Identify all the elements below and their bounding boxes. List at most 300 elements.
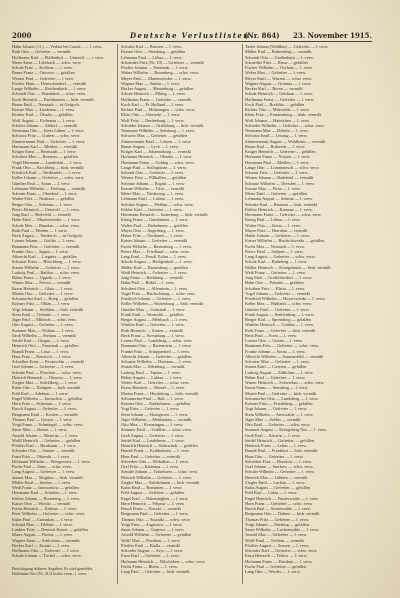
casualty-entry: Zimmermann Emil — Lötzen — l. verw. [121,138,192,144]
casualty-entry: Peter Wilhelm — Gefreiter — schw. verw. [12,511,86,517]
casualty-entry: Klein Otto — Osterode — l. verw. [121,112,181,118]
casualty-entry: Weber Max — Gefreiter — l. verw. [245,70,307,76]
casualty-entry: Schumacher Karl — Brieg — gefallen [12,296,79,301]
casualty-entry: Böhm Franz — Oppeln — l. verw. [12,275,72,280]
casualty-entry: Fuchs Paul — Znin — schw. verw. [12,464,73,469]
casualty-entry: Schmitz Johann — Ragnit — l. verw. [121,180,186,186]
casualty-entry: Möller Heinrich — Königsbrück — bish. vermißt [245,264,331,270]
casualty-entry: Schulz Fritz — Koblenz — l. verw. [12,65,74,70]
casualty-entry: Jäger Paul — Militsch — schw. verw. [12,317,78,322]
casualty-entry: Pfeiffer August — Zossen — l. verw. [245,542,310,548]
casualty-entry: Berger August — Mehlsack — l. verw. [121,317,189,322]
casualty-entry: Schreiber Ernst — Krotoschin — vermißt [12,359,84,364]
casualty-entry: Schwarz Emil — Leisnig — l. verw. [245,133,308,139]
casualty-entry: Engel Heinrich — Finsterwalde — l. verw. [245,495,319,501]
casualty-entry: Schubert Fritz — Elstra — l. verw. [245,285,306,291]
casualty-entry: Haas Paul — Gefreiter — vermißt [121,453,181,459]
casualty-entry: Kaiser Johann — Gefreiter — vermißt [121,238,188,244]
casualty-entry: Roth Paul — Weiden — l. verw. [12,227,68,233]
casualty-entry: Ziegler Max — Schildberg — l. verw. [12,380,78,385]
casualty-entry: Sommer Emil — Schillen — schw. verw. [121,427,193,433]
footnote-line: Berichtigung früherer Angaben: Es wird gemeldet, [12,566,94,571]
casualty-entry: Sommer August — Königsberg Nm. — l. verw. [245,427,327,433]
casualty-entry: Lang Emil — Preuß. Eylau — l. verw. [121,254,188,259]
casualty-entry: Lang August — Gefreiter — schw. verw. [245,254,316,259]
casualty-entry: Winkler Heinrich — Cottbus — l. verw. [245,322,315,328]
casualty-entry: Heinrich Heinrich — Schirwindt — gefallen [121,443,198,448]
casualty-entry: Schulze Karl — Briesen — l. verw. [121,44,183,49]
casualty-entry: Maier August — Flatow — l. verw. [12,532,74,538]
casualty-entry: Krause Otto — Strasburg — gefallen [121,49,186,55]
casualty-entry: Dietrich Max — Lübben — vermißt [245,474,308,480]
casualty-entry: Becker Karl — Borna — vermißt [245,86,303,91]
casualty-entry: Krause Wilhelm — Tilsit — vermißt [121,185,185,191]
casualty-entry: Engel Wilhelm — Jarotschin — gefallen [12,395,83,401]
casualty-entry: Mayer Otto — Angerburg — l. verw. [121,227,185,233]
casualty-entry: Scholz August — Heiligenbeil — l. verw. [121,259,193,265]
casualty-entry: Weiß Franz — Gefreiter — l. verw. [245,269,306,275]
casualty-entry: Keller Johann — Gefreiter — schw. verw. [12,175,85,181]
casualty-entry: Thomas Otto — Suwalki — schw. verw. [121,516,191,522]
column-divider [117,44,118,584]
casualty-entry: Seidel Heinrich — Gefreiter — gefallen [245,437,315,443]
casualty-entry: Werner Fritz — Pillkallen — gefallen [121,175,186,181]
casualty-entry: Graf Johann — Gefreiter — l. verw. [12,364,75,370]
casualty-entry: Hahn Otto — Pulsnitz — gefallen [245,280,304,286]
casualty-entry: Rath Otto — Gefreiter — vermißt [12,49,71,55]
casualty-entry: Kühn Paul — Czarnikau — l. verw. [12,516,74,522]
casualty-entry: Schrader Karl — Gefreiter — schw. verw. [245,548,318,553]
casualty-entry: Hartmann Paul — Meißen — l. verw. [245,159,310,165]
casualty-entry: Dietrich Wilhelm — Gefreiter — l. verw. [121,474,193,480]
casualty-entry: Otto Emil — Gefreiter — schw. verw. [245,422,311,427]
casualty-entry: Brandt Franz — Eydtkuhnen — l. verw. [121,448,190,454]
casualty-entry: Stein Wilhelm — Arnswalde — l. verw. [245,411,314,417]
page-number: 2000 [12,31,32,40]
issue-number: (Nr. 864) [244,31,280,40]
casualty-entry: Neumann Max — Döbeln — l. verw. [245,128,309,133]
casualty-entry: Meier Max — Niederung — l. verw. [121,191,184,196]
casualty-entry: Ernst Heinrich — Teltow — l. verw. [245,553,308,559]
casualty-entry: Scholz Max — Bunzlau — schw. verw. [12,222,80,228]
casualty-entry: Klein Fritz — Frankenberg — bish. vermißt [245,112,321,118]
casualty-entry: Franke Otto — Sagan — l. verw. [12,248,69,254]
casualty-entry: Herrmann Heinrich — Insterburg — bish. vermißt [121,212,208,217]
casualty-entry: Krüger Ernst — Bernstadt — l. verw. [12,149,77,154]
casualty-entry: Schreiber Otto — Wirballen — l. verw. [121,458,189,464]
casualty-entry: Lange Wilhelm — Reichenbach — l. verw. [12,86,87,91]
casualty-entry: Berger Otto — Schönau — l. verw. [12,201,73,207]
casualty-entry: Lang Otto — Werder — l. verw. [245,569,301,574]
casualty-entry: Sommer Max — Wohlau — l. verw. [12,327,75,333]
casualty-entry: Frank August — Senftenberg — l. verw. [245,311,315,317]
casualty-entry: Schrader Otto — Samter — vermißt [12,448,75,454]
casualty-entry: Pohl August — Gefreiter — gefallen [121,490,185,496]
casualty-entry: Lindner Fritz — Deutsch-Krone — gefallen [12,527,88,532]
casualty-entry: Braun Karl — Roßwein — l. verw. [245,143,306,149]
casualty-entry: Frank Emil — Wormditt — gefallen [121,311,184,317]
casualty-entry: Bergmann Paul — Gefreiter — l. verw. [121,511,189,517]
casualty-entry: Ernst Karl — Gefreiter — l. verw. [121,553,180,559]
casualty-entry: Wolff Emil — Trebbin — vermißt [245,537,304,543]
casualty-entry: Schumacher Paul — Ruß — l. verw. [121,395,184,401]
casualty-entry: Mayer Fritz — Herrnhut — vermißt [245,227,308,233]
casualty-entry: Haas Otto — Gefreiter — l. verw. [245,453,304,459]
casualty-entry: Beck Franz — Kreuzburg — l. verw. [121,332,185,338]
casualty-entry: Braun Emil — Neustadt — in Gefgsch. [12,101,80,107]
casualty-entry: Zimmermann Paul — Gefreiter — l. verw. [12,138,86,144]
casualty-entry: Arnold Wilhelm — Gefreiter — gefallen [121,532,192,538]
casualty-entry: Müller Karl — Bobersberg — vermißt [245,49,312,55]
casualty-entry: Lang August — Gefreiter — l. verw. [12,469,76,475]
casualty-entry: Schrader August — Arys — l. verw. [121,548,184,553]
casualty-entry: Meyer Emil — Wurzen — schw. verw. [245,75,312,81]
casualty-entry: Graf Fritz — Kattenau — l. verw. [121,464,180,469]
casualty-entry: Kuhn August — Gefreiter — gefallen [245,485,311,490]
casualty-entry: Schuster Ernst — Hirschberg — l. verw. [12,259,82,265]
casualty-entry: Günther Paul — Sorau — l. verw. [12,180,71,186]
casualty-entry: Berger Karl — Spremberg — gefallen [245,317,311,322]
casualty-entry: Neumann Otto — Kreis Lüben — l. verw. [12,128,85,133]
casualty-entry: Horn Fritz — Schrimm — l. verw. [12,401,72,406]
casualty-entry: Schmitz Wilhelm — Dresden — l. verw. [245,180,315,186]
casualty-entry: Kraus Heinrich — Memel — l. verw. [121,385,186,391]
casualty-entry: Pfeiffer Emil — Bialla — vermißt [121,542,180,548]
casualty-entry: Krüger Heinrich — Gefreiter — gefallen [245,149,316,154]
casualty-entry: Lange Otto — Lommatzsch — schw. verw. [245,164,320,170]
casualty-entry: Winkler Karl — Gefreiter — l. verw. [121,322,185,328]
casualty-entry: Schumacher Otto — Landsberg — l. verw. [245,395,319,401]
casualty-entry: Krüger Karl — Johannisburg — vermißt [121,149,191,154]
casualty-entry: Arnold Johann — Meseritz — l. verw. [12,432,79,438]
casualty-entry: Herrmann Karl — Schubin — l. verw. [12,490,78,496]
casualty-entry: Arnold Max — Gefreiter — l. verw. [245,532,308,538]
casualty-entry: Günther Max — Guttstadt — l. verw. [121,306,186,312]
casualty-entry: Zimmermann August — Waldheim — vermißt [245,138,326,144]
casualty-entry: Vogt Johann — Gefreiter — l. verw. [245,406,308,412]
casualty-entry: Schuster Max — Gefreiter — l. verw. [245,359,310,364]
casualty-entry: Peters Max — Friedland — schw. verw. [121,248,190,254]
casualty-entry: Ludwig Paul — Ratibor — schw. verw. [12,269,80,275]
casualty-entry: Koch Karl — Pr. Holland — l. verw. [121,101,185,107]
casualty-entry: Friedrich Johann — Gefreiter — l. verw. [121,296,192,301]
casualty-entry: Kuhn Emil — Rominten — l. verw. [121,485,183,490]
casualty-entry: Ludwig Emil — Tapiau — l. verw. [121,369,181,375]
casualty-entry: Schulz Heinrich — Elbing — l. verw. [121,91,186,97]
casualty-entry: Krause Max — Pirna — l. verw. [245,185,301,191]
casualty-entry: Krämer Fritz — Ohlau — l. verw. [12,301,71,307]
casualty-entry: Seidel Karl — Lasdehnen — l. verw. [121,437,185,443]
casualty-entry: Hahn Paul — Rößel — l. verw. [121,280,175,286]
casualty-entry: Horn Heinrich — Filipow — l. verw. [121,500,185,506]
footnote [12,566,115,576]
casualty-entry: Engel Karl — Dubeningken — l. verw. [121,495,189,501]
casualty-entry: Meier Emil — Gefreiter — gefallen [245,191,307,196]
casualty-entry: Vogt Johann — Strehlen — bish. vermißt [12,306,84,312]
publication-date: 23. November 1915. [292,31,372,40]
casualty-entry: Beck August — Neukirch — in Gefgsch. [12,233,83,238]
casualty-entry: Hoffmann Franz — Gefreiter — vermißt [121,96,192,102]
casualty-entry: Lange Paul — Stallupönen — l. verw. [121,164,187,170]
casualty-entry: Lehmann Emil — Labiau — l. verw. [121,196,185,202]
casualty-entry: Lehmann Paul — Löbau — l. verw. [121,54,183,60]
casualty-entry: Thomas Fritz — Gefreiter — l. verw. [245,516,310,522]
casualty-entry: Schulte Johann — Trakehnen — schw. verw. [121,469,199,475]
casualty-entry: Walter Otto — Zittau — l. verw. [245,222,301,228]
casualty-entry: Jung Karl — Bielefeld — vermißt [12,212,71,217]
casualty-entry: Friedrich Karl — Weißenfels — l. verw. [12,170,82,175]
casualty-entry: Fuchs Paul — Gefreiter — gefallen [245,563,307,569]
casualty-entry: Jansen Max — Mogilno — bish. vermißt [12,474,83,480]
casualty-entry: Hofmann Franz — Potsdam — l. verw. [245,558,313,564]
casualty-entry: Lehmann Wilhelm — Freiburg — vermißt [12,185,86,191]
casualty-entry: Wolf Johann — Hainichen — l. verw. [245,117,311,123]
casualty-entry: Hartmann Karl — Meißen — vermißt [12,143,78,149]
casualty-entry: Jäger Wilhelm — Mehlauken — vermißt [121,416,192,422]
casualty-entry: Schulte Wilhelm — Gefreiter — l. verw. [245,469,315,475]
casualty-entry: Schröder Wilhelm — Gefreiter — schw. verw. [245,122,325,128]
casualty-entry: Graf Johann — Storkow — schw. verw. [245,464,314,469]
casualty-entry: Fischer Hans — Deutschendorf — vermißt [12,80,87,86]
casualty-entry: Stein Johann — Skaisgirren — l. verw. [121,411,189,417]
casualty-entry: Schuster Wilhelm — Domnau — l. verw. [121,359,193,364]
casualty-entry: Pohl Karl — Adelnau — l. verw. [12,390,69,396]
casualty-entry: Weiß Heinrich — Gefreiter — l. verw. [121,269,188,275]
casualty-entry: Vogel Hermann — Landeshut — l. verw. [12,159,83,165]
casualty-entry: Peters Heinrich — Unteroff. — l. verw. [12,206,81,212]
casualty-entry: Böhm Karl — Gefreiter — l. verw. [245,374,306,380]
casualty-entry: Braun August — Lyck — l. verw. [121,143,179,149]
casualty-entry: Simon Emil — Crossen — gefallen [245,364,307,370]
casualty-entry: Voigt Franz — Schmiegel — schw. verw. [12,422,84,427]
casualty-entry: Meier Ernst — Lehrbach — schw. verw. [12,59,82,65]
casualty-entry: Schneider Fritz — Riesa — gefallen [245,59,308,65]
casualty-entry: Pfeiffer Karl — Birnbaum — l. verw. [12,443,77,448]
casualty-entry: Wagner August — Grimma — l. verw. [245,80,312,86]
casualty-entry: Schwarz Max — Gefreiter — gefallen [121,133,187,139]
casualty-entry: Walter Fritz — Neuhaus — gefallen [12,196,75,202]
page-header [12,31,372,41]
casualty-entry: Keller Max — Ruhland — schw. verw. [245,301,313,307]
casualty-entry: Jung Paul — Großröhrsdorf — l. verw. [245,275,313,280]
casualty-entry: Lorenz Paul — Landsberg — schw. verw. [121,338,193,343]
casualty-entry: Ziegler Emil — Luckau — l. verw. [245,479,306,485]
casualty-entry: Busch Paul — Sonnewalde — l. verw. [245,506,312,511]
casualty-entry: Baumann Otto — Bartenstein — l. verw. [121,343,192,349]
casualty-entry: Hofmann Heinrich — Oletzko — l. verw. [121,154,193,160]
casualty-entry: Keller Wilhelm — Wartenburg — bish. vermißt [121,301,204,307]
casualty-entry: Wagner Ernst — Schlochau — vermißt [12,537,80,543]
casualty-entry: Kuhn Otto — Kempen — bish. vermißt [12,385,81,391]
casualty-entry: Bergmann Emil — Kosten — vermißt [12,411,78,417]
casualty-entry: Fuchs Heinrich — Kolmar — l. verw. [12,506,78,511]
casualty-entry: Köhler Heinrich — Kamenz — l. verw. [245,206,313,212]
casualty-entry: Schreiber Fritz — Beeskow — l. verw. [245,458,313,464]
casualty-entry: Lorenz Otto — Guben — l. verw. [245,338,303,343]
casualty-entry: Werner Johann — Radebeul — vermißt [245,175,314,181]
casualty-entry: Winter Heinrich — Schwiebus — schw. verw. [245,380,325,385]
casualty-entry: Simon Wilhelm — Gefreiter — l. verw. [12,264,81,270]
casualty-entry: Roth Franz — Gefreiter — bish. vermißt [245,327,316,333]
casualty-entry: Fuchs Franz — Rhein — l. verw. [121,563,179,569]
casualty-entry: Brandt Paul — Frankfurt — bish. vermißt [245,448,318,454]
casualty-entry: Heinrich Franz — Lebus — l. verw. [245,443,308,448]
casualty-entry: Fischer Wilhelm — Oschatz — l. verw. [245,65,313,70]
casualty-entry: Albrecht Karl — Liegnitz — gefallen [12,254,77,259]
casualty-entry: Martin Otto — Gefreiter — l. verw. [12,290,74,296]
casualty-entry: Koch Heinrich — Bachhausen — bish. vermißt [12,96,94,102]
casualty-entry: Roth Heinrich — Zinten — vermißt [121,327,183,333]
casualty-entry: Stein Emil — Trebnitz — l. verw. [12,311,71,317]
casualty-entry: Huber Fritz — Gerdauen — l. verw. [121,233,184,238]
publication-title: Deutsche Verlustlisten [130,31,250,40]
casualty-entry: Hofmann Franz — Nossen — l. verw. [245,154,311,160]
column-divider [242,44,243,584]
casualty-entry: Walter Paul — Darkehmen — gefallen [121,222,188,228]
casualty-entry: Weber Wilhelm — Rosenberg — schw. verw. [121,70,200,76]
casualty-entry: Kaiser Otto — Wirsitz — vermißt [12,500,71,506]
casualty-entry: Albrecht Wilhelm — Sommerfeld — vermißt [245,353,324,359]
casualty-entry: Wolff Heinrich — Gefreiter — gefallen [12,437,81,443]
casualty-entry: Sauer Johann — Grajewo — l. verw. [121,527,185,532]
casualty-entry: Schwarz Fritz — Guben — schw. verw. [12,133,81,139]
header-rule [12,41,372,42]
casualty-entry: Köhler Johann — Bromberg — l. verw. [12,495,81,501]
casualty-entry: Winter Karl — Gefreiter — schw. verw. [121,380,190,385]
casualty-entry: Becker Karl — Konitz — l. verw. [12,542,71,548]
casualty-entry: König Franz — Gumbinnen — l. verw. [121,217,189,223]
casualty-entry: Möller Emil — Strelno — l. verw. [12,479,72,485]
casualty-entry: Simon Max — Allenburg — vermißt [121,364,185,370]
casualty-entry: Peters Emil — Stolpen — l. verw. [245,248,304,254]
casualty-entry: Kraus Heinrich — Glatz — l. verw. [12,285,74,291]
casualty-entry: Franke Johann — Sorau — l. verw. [245,348,306,354]
casualty-entry: Wolff Max — Prostken — l. verw. [121,537,181,543]
casualty-entry: Lorenz Johann — Görlitz — l. verw. [12,238,76,244]
casualty-entry: Haas Fritz — Rawitsch — l. verw. [12,353,72,359]
casualty-entry: Schubert Otto — Allenstein — l. verw. [121,285,189,291]
casualty-entry: Richter Karl — Ölsnitz — gefallen [12,112,73,118]
casualty-entry: Huber Johann — Gefreiter — l. verw. [245,233,311,238]
casualty-entry: Beck Paul — Forst — l. verw. [245,332,297,338]
casualty-entry: Schubert Max — Rosenau — gefallen [12,154,78,160]
casualty-entry: Schulze August — Wehlau — schw. verw. [121,201,194,207]
casualty-entry: Schulz Heinrich — Geithain — l. verw. [245,91,314,97]
casualty-entry: Bauer Franz — Ostrowo — gefallen [12,70,75,76]
text-column-3 [245,44,372,584]
casualty-entry: Weiß Franz — Inowrazlaw — gefallen [12,485,79,490]
casualty-entry: Schäfer Johann — Altdorf — vermißt [12,122,78,128]
casualty-entry: Koch Paul — Rochlitz — gefallen [245,101,305,107]
casualty-entry: Ludwig August — Züllichau — l. verw. [245,369,314,375]
casualty-entry: Martin Paul — Gefreiter — bish. vermißt [245,390,317,396]
casualty-entry: Fuchs Max — Neustadt — l. verw. [245,243,306,249]
casualty-entry: Neumann Wilhelm — Sensburg — l. verw. [121,128,196,133]
casualty-entry: Schmitt Otto — Gefreiter — l. verw. [121,170,185,175]
casualty-entry: Dietrich Heinrich — Ostrowo — l. verw. [12,374,83,380]
casualty-entry: Busch Franz — Raczki — vermißt [121,506,181,511]
casualty-entry: Krause Max — Lindenau — l. verw. [12,107,75,112]
casualty-entry: Vogel Fritz — Bischofsburg — schw. verw. [121,290,196,296]
footnote-line: Hoffmann Otto (Nr. 412) bisher verm., l. verw. [12,571,87,576]
casualty-entry: Schneider Fritz (Nr. 10) — Gefreiter — vermißt [121,59,204,65]
casualty-entry: Fuchs Wilhelm — Rastenburg — l. verw. [121,243,193,249]
casualty-entry: Hahn Emil — Marienwerder — l. verw. [12,217,81,223]
casualty-entry: Schröder Johann — Ortelsburg — bish. vermißt [121,122,204,128]
casualty-entry: Brandt Franz — Lissa — l. verw. [12,348,70,354]
casualty-entry: Herrmann Franz — Gefreiter — schw. verw. [245,212,322,217]
casualty-entry: Günther Emil — Gefreiter — l. verw. [245,306,310,312]
casualty-entry: Lehmann August — Sebnitz — l. verw. [245,196,313,202]
casualty-entry: Kraus Franz — Sternberg — l. verw. [245,385,309,391]
casualty-entry: Wagner Max — Stuhm — l. verw. [121,80,181,86]
casualty-entry: Albrecht Johann — Gefreiter — gefallen [121,353,192,359]
casualty-entry: Möller Karl — Braunsberg — gefallen [121,264,188,270]
casualty-entry: Richter Paul — Mohrungen — schw. verw. [121,107,196,112]
casualty-entry: Voigt Fritz — Augustow — l. verw. [121,521,183,527]
casualty-entry: Schmitt Fritz — Gefreiter — l. verw. [245,170,309,175]
casualty-entry: Ernst Fritz — Obornik — l. verw. [12,453,71,459]
casualty-entry: Becker August — Marienburg — gefallen [121,86,194,91]
casualty-entry: Schmidt Otto — Großenhain — l. verw. [245,54,314,60]
casualty-entry: Köhler Karl — Gefreiter — l. verw. [121,206,183,212]
casualty-entry: Baumann Fritz — Gefreiter — vermißt [12,243,80,249]
casualty-entry: Hartmann Franz — Goldap — schw. verw. [121,159,195,165]
casualty-entry: Winter Max — Neisse — vermißt [12,280,71,286]
casualty-entry: Hofmann Wilhelm — Wongrowitz — l. verw. [12,458,91,464]
casualty-entry: Franke Fritz — Schippenbeil — l. verw. [121,348,191,354]
casualty-entry: Groß Karl — Küstrin — l. verw. [245,432,302,438]
casualty-entry: Schulz Johann — Tuchel — schw. verw. [12,553,82,559]
casualty-entry: Bergmann Otto — Dahme — bish. vermißt [245,511,320,517]
casualty-entry: Hahn Johann (11.) — Verlust bei Caudr... — l. verw. [12,44,103,49]
casualty-entry: Schmid Max — Filehne — l. verw. [12,521,73,527]
casualty-entry: Krämer Otto — Kaukehmen — gefallen [121,401,191,406]
casualty-entry: Voigt Johann — Jüterbog — gefallen [245,521,310,527]
casualty-entry: Hoffmann Otto — Gefreiter — l. verw. [12,548,80,553]
casualty-entry: Kaiser Wilhelm — Bischofswerda — gefallen [245,238,325,244]
casualty-entry: Groß August — Gefreiter — l. verw. [121,432,185,438]
casualty-entry: Otto Max — Kreuzingen — l. verw. [121,422,184,427]
casualty-entry: Seidel Karl — Glogau — l. verw. [12,338,70,343]
casualty-entry: Werner Paul — Gefreiter — l. verw. [12,75,75,81]
casualty-entry: Taube Johann (Waldbur) — Gefreiter — l. verw. [245,44,329,49]
casualty-entry: Groß Wilhelm — Steinau — vermißt [12,332,76,338]
casualty-entry: Sauer Wilhelm — Luckenwalde — l. verw. [245,527,320,532]
casualty-entry: Schulze Karl — Bautzen — bish. vermißt [245,201,317,207]
casualty-entry: Vogt Fritz — Gefreiter — l. verw. [121,406,180,412]
casualty-entry: Wolf August — Eichenau — l. verw. [12,117,76,123]
casualty-entry: Hoffmann Karl — Pfaffenhof — Unteroff. — t. verw. [12,54,105,60]
casualty-entry: Vogel Johann — Gefreiter — vermißt [245,290,310,296]
casualty-entry: Schulte Paul — Pleschen — schw. verw. [12,369,82,375]
casualty-entry: Frank Otto — Kirchberg — bish. vermißt [12,164,84,170]
casualty-entry: Ziegler Max — Szittkehmen — bish. vermißt [121,479,200,485]
casualty-entry: Jäger Max — Soldin — vermißt [245,416,301,422]
casualty-entry: Schmidt Otto — Warnsdorf — schw. verw. [12,91,86,97]
casualty-entry: Heinrich Otto — Fraustadt — gefallen [12,343,79,349]
casualty-entry: Hoffmann Franz — Gefreiter — l. verw. [245,96,315,102]
casualty-entry: Sauer Max — Bomst — l. verw. [12,427,68,433]
casualty-entry: Jung Franz — Heilsberg — vermißt [121,275,183,280]
casualty-entry: Horn Franz — Gefreiter — schw. verw. [245,500,314,506]
casualty-entry: Richter Otto — Mittweida — l. verw. [245,107,310,112]
casualty-entry: Schmitt Franz — Oberdorf — l. verw. [12,191,78,196]
casualty-entry: Thomas Paul — Gostyn — l. verw. [12,416,73,422]
casualty-entry: Pohl Karl — Calau — l. verw. [245,490,298,496]
casualty-entry: Fischer Johann — Neumark — l. verw. [121,65,189,70]
casualty-entry: Busch August — Gefreiter — l. verw. [12,406,78,412]
